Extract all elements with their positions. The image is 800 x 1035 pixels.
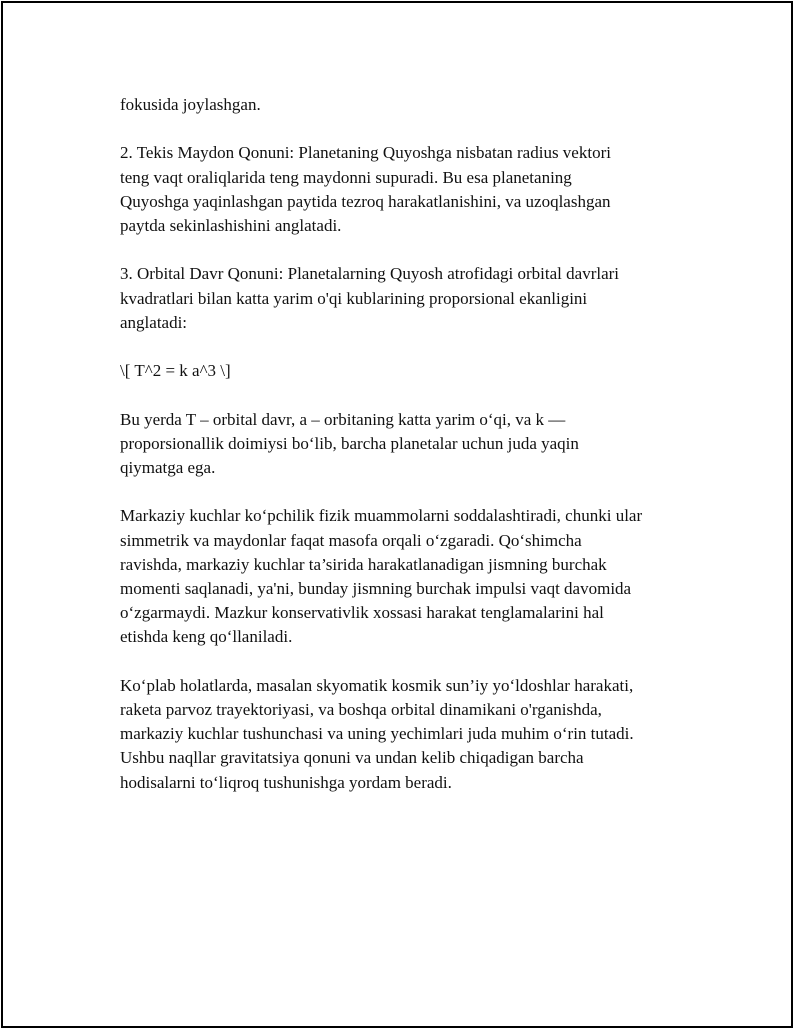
paragraph-applications: Ko‘plab holatlarda, masalan skyomatik kosmik sun’iy yo‘ldoshlar harakati, raketa parvoz trayektoriyasi, va boshqa orbital dinamikani o'rganishda, markaziy kuchlar tushunchasi va uning yechimlari juda muhim o‘rin tutadi. Ushbu naqllar gravitatsiya qonuni va undan kelib chiqadigan barcha hodisalarni to‘liqroq tushunishga yordam beradi. bbox=[120, 675, 634, 792]
document-body bbox=[120, 93, 700, 819]
paragraph-central-forces: Markaziy kuchlar ko‘pchilik fizik muammolarni soddalashtiradi, chunki ular simmetrik va maydonlar faqat masofa orqali o‘zgaradi. Qo‘shimcha ravishda, markaziy kuchlar ta’sirida harakatlanadigan jismning burchak momenti saqlanadi, ya'ni, bunday jismning burchak impulsi vaqt davomida o‘zgarmaydi. Mazkur konservativlik xossasi harakat tenglamalarini hal etishda keng qo‘llaniladi. bbox=[120, 506, 643, 647]
paragraph-third-law: 3. Orbital Davr Qonuni: Planetalarning Quyosh atrofidagi orbital davrlari kvadratlari bilan katta yarim o'qi kublarining proporsional ekanligini anglatadi: bbox=[120, 264, 620, 332]
document-page bbox=[1, 1, 793, 1028]
paragraph-second-law: 2. Tekis Maydon Qonuni: Planetaning Quyoshga nisbatan radius vektori teng vaqt oraliqlarida teng maydonni supuradi. Bu esa planetaning Quyoshga yaqinlashgan paytida tezroq harakatlanishini, va uzoqlashgan paytda sekinlashishini anglatadi. bbox=[120, 143, 611, 235]
equation-line: \[ T^2 = k a^3 \] bbox=[120, 361, 231, 381]
paragraph-definitions: Bu yerda T – orbital davr, a – orbitaning katta yarim o‘qi, va k — proporsionallik doimiysi bo‘lib, barcha planetalar uchun juda yaqin qiymatga ega. bbox=[120, 409, 579, 477]
paragraph-continuation: fokusida joylashgan. bbox=[120, 95, 261, 114]
